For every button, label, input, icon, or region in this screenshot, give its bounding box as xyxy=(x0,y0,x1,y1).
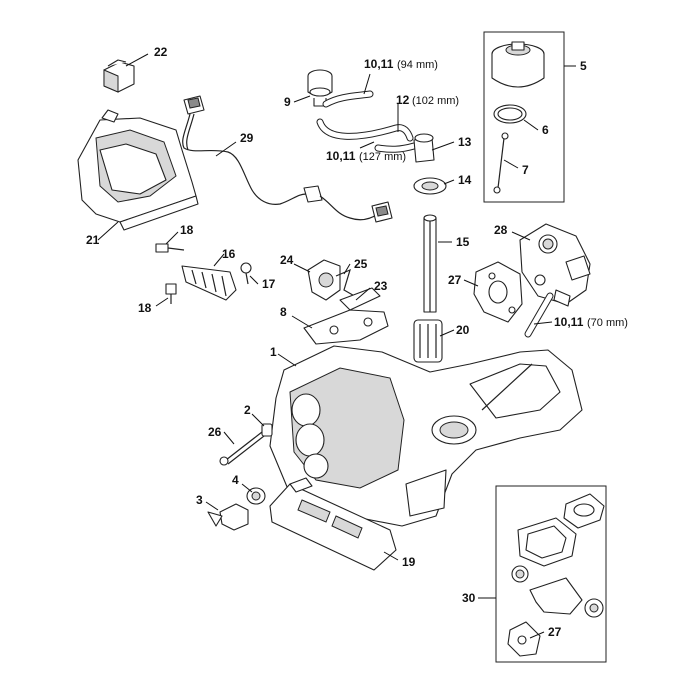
callout-9: 9 xyxy=(284,95,291,109)
hose-10-11-70 xyxy=(528,296,550,334)
callout-10-11-127: 10,11 xyxy=(326,149,356,163)
callout-4: 4 xyxy=(232,473,239,487)
callout-27-top: 27 xyxy=(448,273,462,287)
part-5-primer xyxy=(492,42,544,87)
callout-27-bottom: 27 xyxy=(548,625,562,639)
callout-1: 1 xyxy=(270,345,277,359)
part-20-fuel-filter xyxy=(414,320,442,362)
part-15-fuel-tube xyxy=(424,215,436,312)
callout-12-size: (102 mm) xyxy=(412,95,460,107)
callout-12: 12 xyxy=(396,93,410,107)
callout-30: 30 xyxy=(462,591,476,605)
part-18-screw-bottom xyxy=(166,284,176,304)
callout-2: 2 xyxy=(244,403,251,417)
callout-21: 21 xyxy=(86,233,100,247)
part-18-screw-top xyxy=(156,244,184,252)
callout-10-11-70: 10,11 xyxy=(554,315,584,329)
callout-10-11-94: 10,11 xyxy=(364,57,394,71)
callout-18-top: 18 xyxy=(180,223,194,237)
part-13-fitting xyxy=(414,134,434,162)
callout-28: 28 xyxy=(494,223,508,237)
callout-13: 13 xyxy=(458,135,472,149)
callout-29: 29 xyxy=(240,131,254,145)
callout-19: 19 xyxy=(402,555,416,569)
part-16-buffer xyxy=(182,266,236,300)
callout-7: 7 xyxy=(522,163,529,177)
callout-17: 17 xyxy=(262,277,276,291)
callout-16: 16 xyxy=(222,247,236,261)
part-22-cap xyxy=(104,60,134,92)
callout-6: 6 xyxy=(542,123,549,137)
part-14-seal xyxy=(414,178,446,194)
part-8-bracket xyxy=(304,310,388,344)
callout-10-11-94-size: (94 mm) xyxy=(397,59,438,71)
part-26-bolt xyxy=(220,432,264,465)
callout-15: 15 xyxy=(456,235,470,249)
callout-10-11-127-size: (127 mm) xyxy=(359,151,407,163)
callout-3: 3 xyxy=(196,493,203,507)
part-30-gasket-kit xyxy=(512,494,604,617)
callout-10-11-70-size: (70 mm) xyxy=(587,317,628,329)
callout-25: 25 xyxy=(354,257,368,271)
callout-22: 22 xyxy=(154,45,168,59)
part-27-gasket-bottom xyxy=(508,622,540,656)
callout-8: 8 xyxy=(280,305,287,319)
part-28-carburetor xyxy=(520,224,590,306)
callout-5: 5 xyxy=(580,59,587,73)
callout-26: 26 xyxy=(208,425,222,439)
part-21-cover xyxy=(78,110,198,230)
callout-24: 24 xyxy=(280,253,294,267)
part-17-screw xyxy=(241,263,251,284)
part-7-screw xyxy=(494,133,508,193)
callout-23: 23 xyxy=(374,279,388,293)
callout-14: 14 xyxy=(458,173,472,187)
callout-18-bottom: 18 xyxy=(138,301,152,315)
part-24-switch xyxy=(308,260,340,300)
part-27-gasket-top xyxy=(474,262,522,322)
part-6-oring xyxy=(494,105,526,123)
callout-20: 20 xyxy=(456,323,470,337)
